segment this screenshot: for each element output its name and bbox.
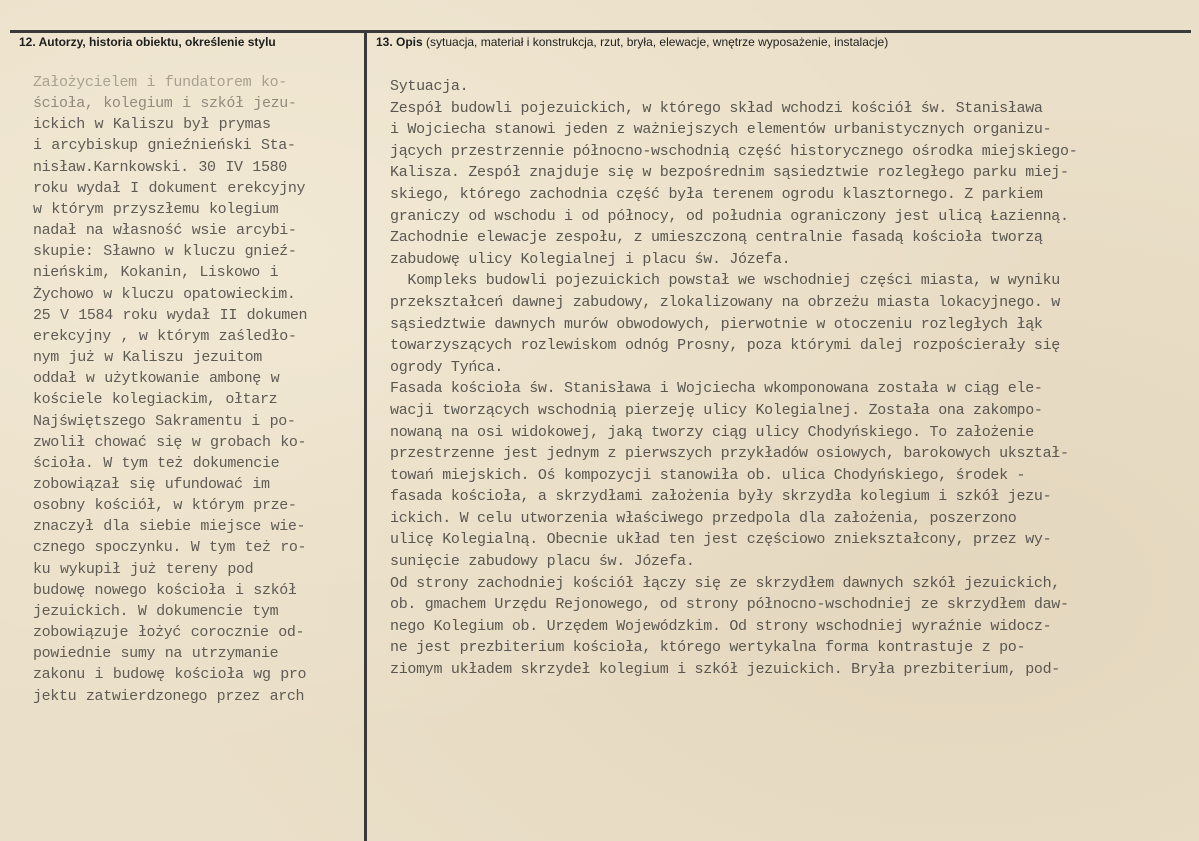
column-divider [364, 30, 367, 841]
right-line: ziomym układem skrzydeł kolegium i szkół jezuickich. Bryła prezbiterium, pod- [390, 661, 1061, 679]
left-line: oddał w użytkowanie ambonę w [33, 370, 280, 388]
left-line: zakonu i budowę kościoła wg pro [33, 666, 307, 684]
right-line: fasada kościoła, a skrzydłami założenia były skrzydła kolegium i szkół jezu- [390, 488, 1052, 506]
right-line: graniczy od wschodu i od północy, od południa ograniczony jest ulicą Łazienną. [390, 207, 1069, 225]
left-line: ścioła, kolegium i szkół jezu- [33, 95, 297, 113]
left-line: budowę nowego kościoła i szkół [33, 581, 297, 599]
left-line: nym już w Kaliszu jezuitom [33, 349, 262, 367]
left-line: powiednie sumy na utrzymanie [33, 645, 279, 663]
left-line: Najświętszego Sakramentu i po- [33, 412, 296, 430]
left-line: jektu zatwierdzonego przez arch [33, 687, 305, 705]
left-line: zwolił chować się w grobach ko- [33, 433, 307, 451]
left-line: erekcyjny , w którym zaśledło- [33, 327, 297, 345]
right-line: Od strony zachodniej kościół łączy się ze skrzydłem dawnych szkół jezuickich, [390, 574, 1061, 592]
left-line: ku wykupił już tereny pod [33, 560, 254, 578]
left-line: nieńskim, Kokanin, Liskowo i [33, 264, 279, 282]
left-line: nisław.Karnkowski. 30 IV 1580 [33, 158, 287, 176]
top-rule [10, 30, 1191, 33]
right-line: ickich. W celu utworzenia właściwego przedpola dla założenia, poszerzono [390, 509, 1017, 527]
left-line: znaczył dla siebie miejsce wie- [33, 518, 306, 536]
section-13-number: 13. Opis [376, 35, 423, 49]
right-line: i Wojciecha stanowi jeden z ważniejszych elementów urbanistycznych organizu- [390, 121, 1052, 139]
left-column-text [33, 72, 351, 707]
left-line: cznego spoczynku. W tym też ro- [33, 539, 307, 557]
left-line: osobny kościół, w którym prze- [33, 497, 297, 515]
right-line: sunięcie zabudowy placu św. Józefa. [390, 553, 695, 571]
right-line: ogrody Tyńca. [390, 358, 504, 376]
left-line: Żychowo w kluczu opatowieckim. [33, 285, 296, 303]
right-line: Fasada kościoła św. Stanisława i Wojciecha wkomponowana została w ciąg ele- [390, 380, 1043, 398]
left-line: ickich w Kaliszu był prymas [33, 116, 271, 134]
right-line: wacji tworzących wschodnią pierzeję ulicy Kolegialnej. Została ona zakompo- [390, 401, 1043, 419]
right-line: Kalisza. Zespół znajduje się w bezpośrednim sąsiedztwie rozległego parku miej- [390, 164, 1069, 182]
left-line: i arcybiskup gnieźnieński Sta- [33, 137, 296, 155]
right-line: towarzyszących rozlewiskom odnóg Prosny, poza którymi dalej rozpościerały się [390, 337, 1061, 355]
right-line: ob. gmachem Urzędu Rejonowego, od strony północno-wschodniej ze skrzydłem daw- [390, 596, 1069, 614]
right-line: Sytuacja. [390, 78, 469, 95]
left-line: skupie: Sławno w kluczu gnieź- [33, 243, 297, 261]
right-line: jących przestrzennie północno-wschodnią część historycznego ośrodka miejskiego- [390, 142, 1078, 160]
left-line: roku wydał I dokument erekcyjny [33, 179, 306, 197]
left-line: nadał na własność wsie arcybi- [33, 222, 297, 240]
right-line: towań miejskich. Oś kompozycji stanowiła ob. ulica Chodyńskiego, środek - [390, 466, 1026, 484]
right-column-text [390, 76, 1180, 681]
right-line: przekształceń dawnej zabudowy, zlokalizowany na obrzeżu miasta lokacyjnego. w [390, 293, 1061, 311]
left-line: 25 V 1584 roku wydał II dokumen [33, 306, 308, 324]
section-12-header: 12. Autorzy, historia obiektu, określenie stylu [19, 35, 276, 49]
right-line: zabudowę ulicy Kolegialnej i placu św. Józefa. [390, 250, 791, 268]
right-line: ne jest prezbiterium kościoła, którego wertykalna forma kontrastuje z po- [390, 639, 1026, 657]
left-line: ścioła. W tym też dokumencie [33, 454, 280, 472]
right-line: Zespół budowli pojezuickich, w którego skład wchodzi kościół św. Stanisława [390, 99, 1043, 117]
left-line: zobowiązuje łożyć corocznie od- [33, 624, 305, 642]
left-line: kościele kolegiackim, ołtarz [33, 391, 278, 409]
right-line: Zachodnie elewacje zespołu, z umieszczoną centralnie fasadą kościoła tworzą [390, 229, 1043, 247]
left-line: Założycielem i fundatorem ko- [33, 74, 287, 91]
right-line: skiego, którego zachodnia część była terenem ogrodu klasztornego. Z parkiem [390, 185, 1043, 203]
right-line: ulicę Kolegialną. Obecnie układ ten jest częściowo zniekształcony, przez wy- [390, 531, 1052, 549]
right-line: sąsiedztwie dawnych murów obwodowych, pierwotnie w otoczeniu rozległych łąk [390, 315, 1043, 333]
left-line: jezuickich. W dokumencie tym [33, 602, 279, 620]
section-13-subtitle: (sytuacja, materiał i konstrukcja, rzut, bryła, elewacje, wnętrze wyposażenie, instalacje) [422, 35, 889, 49]
right-line: nego Kolegium ob. Urzędem Wojewódzkim. Od strony wschodniej wyraźnie widocz- [390, 617, 1052, 635]
left-line: zobowiązał się ufundować im [33, 475, 270, 493]
right-line: nowaną na osi widokowej, jaką tworzy ciąg ulicy Chodyńskiego. To założenie [390, 423, 1034, 441]
section-13-header [376, 35, 888, 49]
left-line: w którym przyszłemu kolegium [33, 200, 279, 218]
right-line: przestrzenne jest jednym z pierwszych przykładów osiowych, barokowych ukształ- [390, 445, 1069, 463]
right-line: Kompleks budowli pojezuickich powstał we wschodniej części miasta, w wyniku [390, 272, 1061, 290]
